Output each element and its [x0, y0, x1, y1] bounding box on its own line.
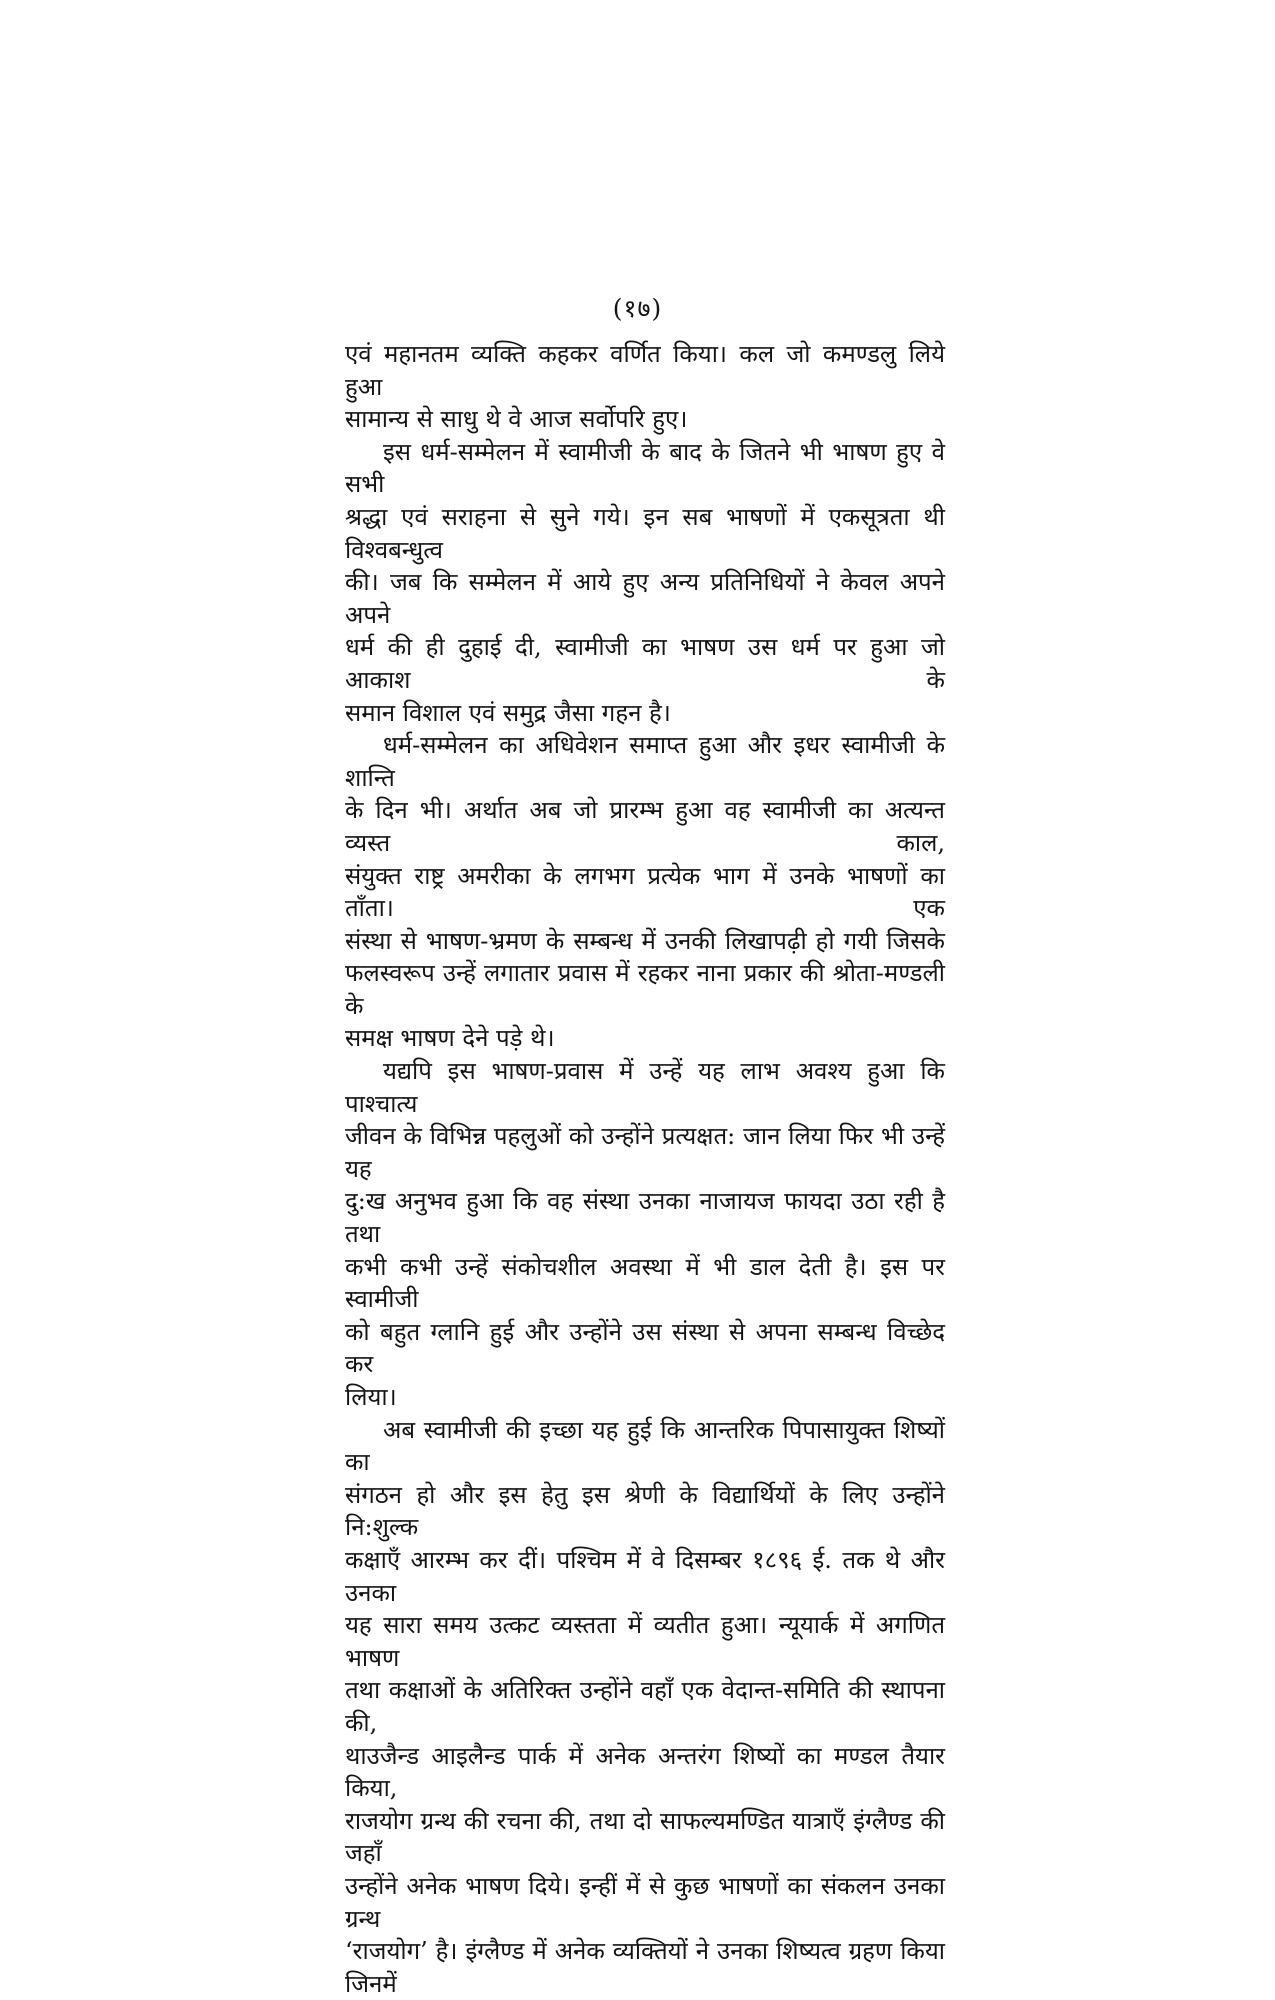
text-line: संयुक्त राष्ट्र अमरीका के लगभग प्रत्येक भाग में उनके भाषणों का ताँता। एक [345, 861, 945, 923]
text-line: फलस्वरूप उन्हें लगातार प्रवास में रहकर नाना प्रकार की श्रोता-मण्डली के [345, 959, 945, 1020]
text-line: कक्षाएँ आरम्भ कर दीं। पश्चिम में वे दिसम्बर १८९६ ई. तक थे और उनका [345, 1545, 945, 1607]
text-line: जीवन के विभिन्न पहलुओं को उन्होंने प्रत्यक्षत: जान लिया फिर भी उन्हें यह [345, 1122, 945, 1183]
text-line: तथा कक्षाओं के अतिरिक्त उन्होंने वहाँ एक वेदान्त-समिति की स्थापना की, [345, 1676, 945, 1737]
text-line: धर्म-सम्मेलन का अधिवेशन समाप्त हुआ और इधर स्वामीजी के शान्ति [345, 731, 945, 792]
text-line: समक्ष भाषण देने पड़े थे। [345, 1024, 555, 1053]
text-line: अब स्वामीजी की इच्छा यह हुई कि आन्तरिक पिपासायुक्त शिष्यों का [345, 1415, 945, 1477]
text-line: ‘राजयोग’ है। इंग्लैण्ड में अनेक व्यक्तियों ने उनका शिष्यत्व ग्रहण किया जिनमें [345, 1937, 945, 1998]
text-line: संस्था से भाषण-भ्रमण के सम्बन्ध में उनकी लिखापढ़ी हो गयी जिसके [345, 926, 945, 955]
text-line: थाउजैन्ड आइलैन्ड पार्क में अनेक अन्तरंग शिष्यों का मण्डल तैयार किया, [345, 1741, 945, 1803]
text-line: लिया। [345, 1383, 397, 1411]
text-line: की। जब कि सम्मेलन में आये हुए अन्य प्रतिनिधियों ने केवल अपने अपने [345, 568, 945, 629]
text-line: दु:ख अनुभव हुआ कि वह संस्था उनका नाजायज फायदा उठा रही है तथा [345, 1187, 945, 1249]
text-line: संगठन हो और इस हेतु इस श्रेणी के विद्यार्थियों के लिए उन्होंने नि:शुल्क [345, 1480, 945, 1542]
text-line: सामान्य से साधु थे वे आज सर्वोपरि हुए। [345, 405, 688, 434]
text-line: धर्म की ही दुहाई दी, स्वामीजी का भाषण उस धर्म पर हुआ जो आकाश के [345, 633, 945, 694]
text-block [345, 338, 945, 2000]
page-number: (१७) [612, 294, 663, 323]
text-line: उन्होंने अनेक भाषण दिये। इन्हीं में से कुछ भाषणों का संकलन उनका ग्रन्थ [345, 1871, 945, 1933]
text-line: श्रद्धा एवं सराहना से सुने गये। इन सब भाषणों में एकसूत्रता थी विश्वबन्धुत्व [345, 502, 945, 564]
text-line: यह सारा समय उत्कट व्यस्तता में व्यतीत हुआ। न्यूयार्क में अगणित भाषण [345, 1611, 945, 1672]
text-line: इस धर्म-सम्मेलन में स्वामीजी के बाद के जितने भी भाषण हुए वे सभी [345, 437, 945, 499]
text-line: के दिन भी। अर्थात अब जो प्रारम्भ हुआ वह स्वामीजी का अत्यन्त व्यस्त काल, [345, 796, 945, 857]
text-line: यद्यपि इस भाषण-प्रवास में उन्हें यह लाभ अवश्य हुआ कि पाश्चात्य [345, 1057, 945, 1118]
text-line: समान विशाल एवं समुद्र जैसा गहन है। [345, 698, 671, 727]
text-line: राजयोग ग्रन्थ की रचना की, तथा दो साफल्यमण्डित यात्राएँ इंग्लैण्ड की जहाँ [345, 1806, 945, 1868]
text-line: एवं महानतम व्यक्ति कहकर वर्णित किया। कल जो कमण्डलु लिये हुआ [345, 340, 945, 401]
text-line: कभी कभी उन्हें संकोचशील अवस्था में भी डाल देती है। इस पर स्वामीजी [345, 1252, 945, 1314]
text-line: को बहुत ग्लानि हुई और उन्होंने उस संस्था से अपना सम्बन्ध विच्छेद कर [345, 1317, 945, 1379]
